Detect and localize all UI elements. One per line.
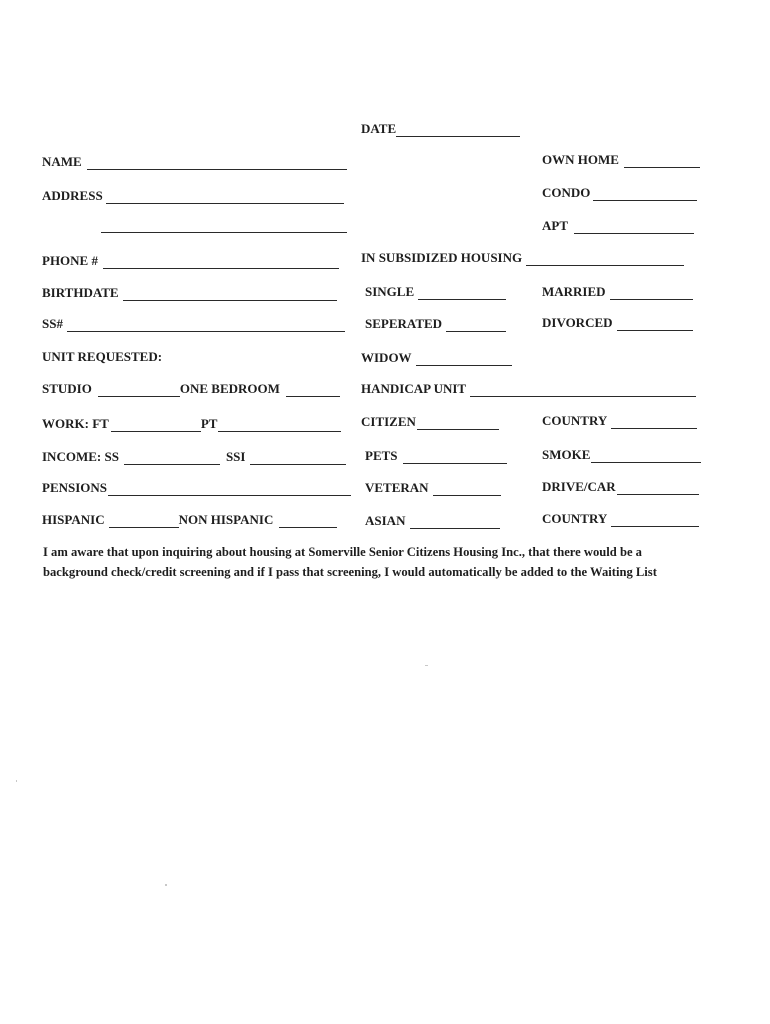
- condo-line[interactable]: [593, 188, 697, 201]
- apt-field[interactable]: [542, 218, 694, 234]
- address-field[interactable]: [42, 188, 344, 204]
- country-2-label: COUNTRY: [542, 511, 608, 526]
- non-hispanic-label: NON HISPANIC: [178, 512, 274, 527]
- veteran-field[interactable]: [365, 480, 501, 496]
- asian-line[interactable]: [410, 516, 500, 529]
- seperated-field[interactable]: [365, 316, 506, 332]
- studio-field[interactable]: [42, 381, 340, 397]
- subsidized-housing-field[interactable]: [361, 250, 684, 266]
- screening-notice: [43, 542, 743, 582]
- divorced-label: DIVORCED: [542, 315, 613, 330]
- income-ssi-label: SSI: [225, 449, 246, 464]
- work-pt-label: PT: [200, 416, 218, 431]
- apt-line[interactable]: [574, 221, 694, 234]
- income-ss-label: INCOME: SS: [42, 449, 119, 464]
- birthdate-field[interactable]: [42, 285, 337, 301]
- studio-line[interactable]: [98, 384, 180, 397]
- pets-line[interactable]: [403, 451, 507, 464]
- pets-field[interactable]: [365, 448, 507, 464]
- income-ssi-line[interactable]: [250, 452, 346, 465]
- apt-label: APT: [542, 218, 568, 233]
- non-hispanic-line[interactable]: [279, 515, 337, 528]
- married-field[interactable]: [542, 284, 693, 300]
- one-bedroom-line[interactable]: [286, 384, 340, 397]
- unit-requested-label: UNIT REQUESTED:: [42, 349, 163, 364]
- pensions-field[interactable]: [42, 480, 351, 496]
- subsidized-housing-line[interactable]: [526, 253, 684, 266]
- drive-car-label: DRIVE/CAR: [542, 479, 616, 494]
- address-line[interactable]: [106, 191, 344, 204]
- citizen-label: CITIZEN: [361, 414, 416, 429]
- own-home-line[interactable]: [624, 155, 700, 168]
- smoke-label: SMOKE: [542, 447, 591, 462]
- unit-requested-heading: [42, 349, 162, 365]
- hispanic-label: HISPANIC: [42, 512, 105, 527]
- smoke-field[interactable]: [542, 447, 701, 463]
- income-field[interactable]: [42, 449, 346, 465]
- condo-label: CONDO: [542, 185, 591, 200]
- single-field[interactable]: [365, 284, 506, 300]
- phone-line[interactable]: [103, 256, 339, 269]
- asian-field[interactable]: [365, 513, 500, 529]
- citizen-line[interactable]: [417, 417, 499, 430]
- pensions-line[interactable]: [108, 483, 351, 496]
- phone-field[interactable]: [42, 253, 339, 269]
- phone-label: PHONE #: [42, 253, 98, 268]
- name-field[interactable]: [42, 154, 347, 170]
- work-ft-label: WORK: FT: [42, 416, 109, 431]
- seperated-line[interactable]: [446, 319, 506, 332]
- divorced-field[interactable]: [542, 315, 693, 331]
- country-2-field[interactable]: [542, 511, 699, 527]
- hispanic-line[interactable]: [109, 515, 179, 528]
- drive-car-line[interactable]: [617, 482, 699, 495]
- name-line[interactable]: [87, 157, 347, 170]
- work-field[interactable]: [42, 416, 341, 432]
- pets-label: PETS: [365, 448, 398, 463]
- studio-label: STUDIO: [42, 381, 92, 396]
- condo-field[interactable]: [542, 185, 697, 201]
- ss-number-label: SS#: [42, 316, 63, 331]
- married-line[interactable]: [610, 287, 693, 300]
- veteran-line[interactable]: [433, 483, 501, 496]
- birthdate-label: BIRTHDATE: [42, 285, 119, 300]
- widow-field[interactable]: [361, 350, 512, 366]
- ss-number-line[interactable]: [67, 319, 345, 332]
- veteran-label: VETERAN: [365, 480, 429, 495]
- one-bedroom-label: ONE BEDROOM: [179, 381, 280, 396]
- widow-line[interactable]: [416, 353, 512, 366]
- subsidized-housing-label: IN SUBSIDIZED HOUSING: [361, 250, 523, 265]
- handicap-unit-line[interactable]: [470, 384, 696, 397]
- notice-line-2: background check/credit screening and if I pass that screening, I would automatically be added to the Waiting List: [43, 565, 657, 579]
- hispanic-field[interactable]: [42, 512, 337, 528]
- scan-speck: [165, 884, 167, 886]
- country-2-line[interactable]: [611, 514, 699, 527]
- notice-line-1: I am aware that upon inquiring about housing at Somerville Senior Citizens Housing Inc., that there would be a: [43, 545, 642, 559]
- single-label: SINGLE: [365, 284, 415, 299]
- pensions-label: PENSIONS: [42, 480, 108, 495]
- own-home-field[interactable]: [542, 152, 700, 168]
- own-home-label: OWN HOME: [542, 152, 619, 167]
- date-line[interactable]: [396, 124, 520, 137]
- address-line-2[interactable]: [101, 232, 347, 233]
- scan-speck: [16, 780, 17, 782]
- handicap-unit-field[interactable]: [361, 381, 696, 397]
- work-ft-line[interactable]: [111, 419, 201, 432]
- single-line[interactable]: [418, 287, 506, 300]
- income-ss-line[interactable]: [124, 452, 220, 465]
- country-label: COUNTRY: [542, 413, 608, 428]
- handicap-unit-label: HANDICAP UNIT: [361, 381, 467, 396]
- citizen-field[interactable]: [361, 414, 499, 430]
- widow-label: WIDOW: [361, 350, 412, 365]
- seperated-label: SEPERATED: [365, 316, 443, 331]
- birthdate-line[interactable]: [123, 288, 337, 301]
- asian-label: ASIAN: [365, 513, 406, 528]
- scan-speck: [425, 665, 428, 666]
- country-line[interactable]: [611, 416, 697, 429]
- date-label: DATE: [361, 121, 397, 136]
- drive-car-field[interactable]: [542, 479, 699, 495]
- country-field[interactable]: [542, 413, 697, 429]
- ss-number-field[interactable]: [42, 316, 345, 332]
- work-pt-line[interactable]: [218, 419, 341, 432]
- married-label: MARRIED: [542, 284, 606, 299]
- date-field[interactable]: [361, 121, 520, 137]
- divorced-line[interactable]: [617, 318, 693, 331]
- name-label: NAME: [42, 154, 82, 169]
- smoke-line[interactable]: [591, 450, 701, 463]
- address-label: ADDRESS: [42, 188, 103, 203]
